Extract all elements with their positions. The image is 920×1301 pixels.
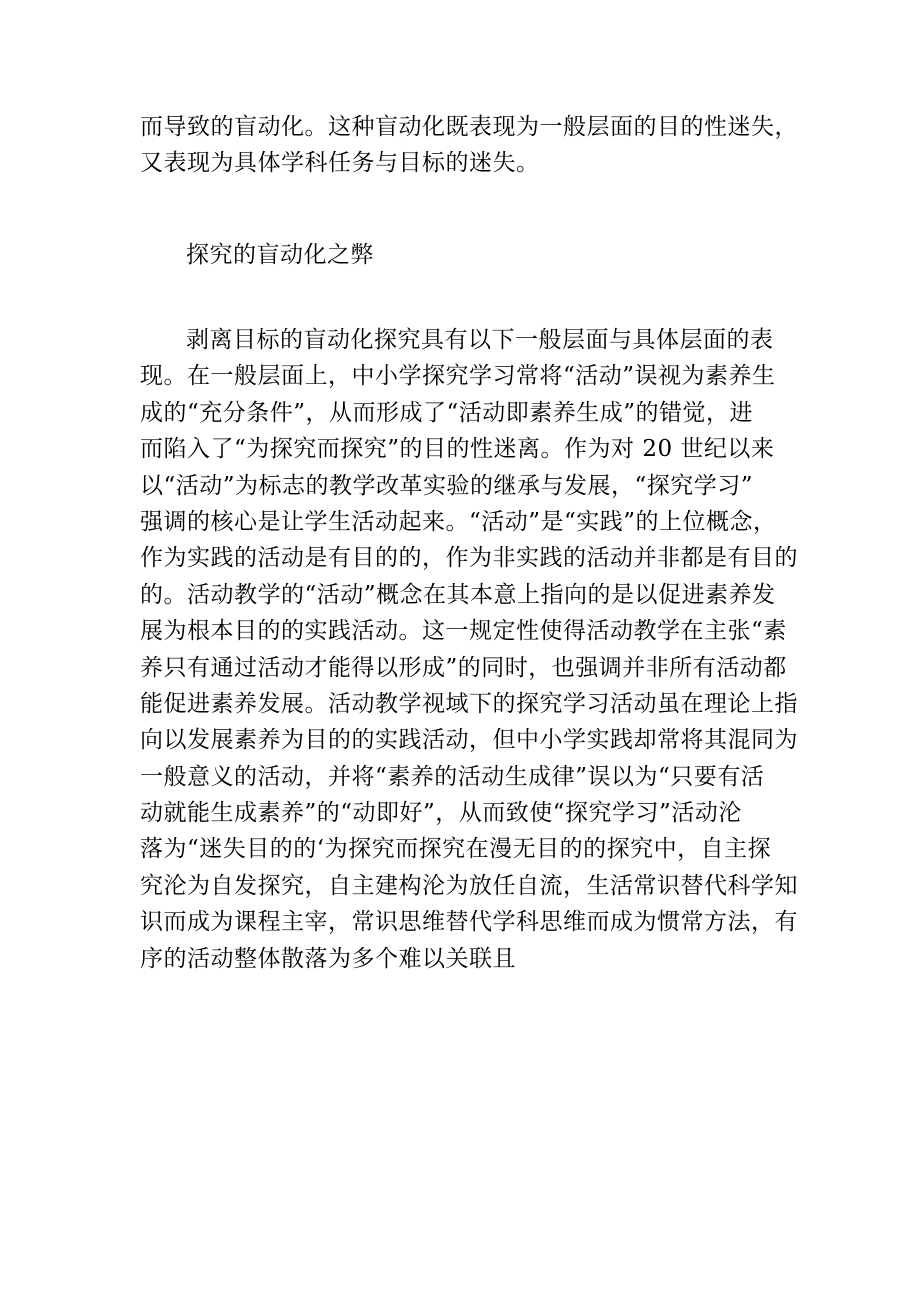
text-line: 而陷入了“为探究而探究”的目的性迷离。作为对 20 世纪以来 (140, 436, 775, 463)
text-line: 又表现为具体学科任务与目标的迷失。 (140, 150, 540, 177)
text-line: 展为根本目的的实践活动。这一规定性使得活动教学在主张“素 (140, 618, 787, 645)
text-line: 以“活动”为标志的教学改革实验的继承与发展，“探究学习” (140, 472, 754, 499)
text-line: 究沦为自发探究，自主建构沦为放任自流，生活常识替代科学知 (140, 872, 798, 899)
text-line: 动就能生成素养”的“动即好”，从而致使“探究学习”活动沦 (140, 800, 742, 827)
intro-paragraph (140, 109, 798, 182)
text-line: 能促进素养发展。活动教学视域下的探究学习活动虽在理论上指 (140, 690, 798, 717)
section-heading (140, 237, 790, 273)
text-line: 现。在一般层面上，中小学探究学习常将“活动”误视为素养生 (140, 363, 776, 390)
text-line: 养只有通过活动才能得以形成”的同时，也强调并非所有活动都 (140, 654, 787, 681)
text-line: 序的活动整体散落为多个难以关联且 (140, 945, 516, 972)
text-line: 识而成为课程主宰，常识思维替代学科思维而成为惯常方法，有 (140, 909, 798, 936)
text-line: 强调的核心是让学生活动起来。“活动”是“实践”的上位概念， (140, 508, 777, 535)
text-line: 的。活动教学的“活动”概念在其本意上指向的是以促进素养发 (140, 581, 776, 608)
text-line: 落为“迷失目的的‘为探究而探究在漫无目的的探究中，自主探 (140, 836, 772, 863)
text-line: 剥离目标的盲动化探究具有以下一般层面与具体层面的表 (186, 327, 774, 353)
text-line: 成的“充分条件”，从而形成了“活动即素养生成”的错觉，进 (140, 399, 754, 426)
section-heading-text: 探究的盲动化之弊 (186, 242, 374, 268)
body-paragraph (140, 322, 798, 977)
text-line: 向以发展素养为目的的实践活动，但中小学实践却常将其混同为 (140, 727, 798, 754)
text-line: 作为实践的活动是有目的的，作为非实践的活动并非都是有目的 (140, 545, 798, 572)
text-line: 一般意义的活动，并将“素养的活动生成律”误以为“只要有活 (140, 763, 765, 790)
text-line: 而导致的盲动化。这种盲动化既表现为一般层面的目的性迷失， (140, 114, 798, 140)
